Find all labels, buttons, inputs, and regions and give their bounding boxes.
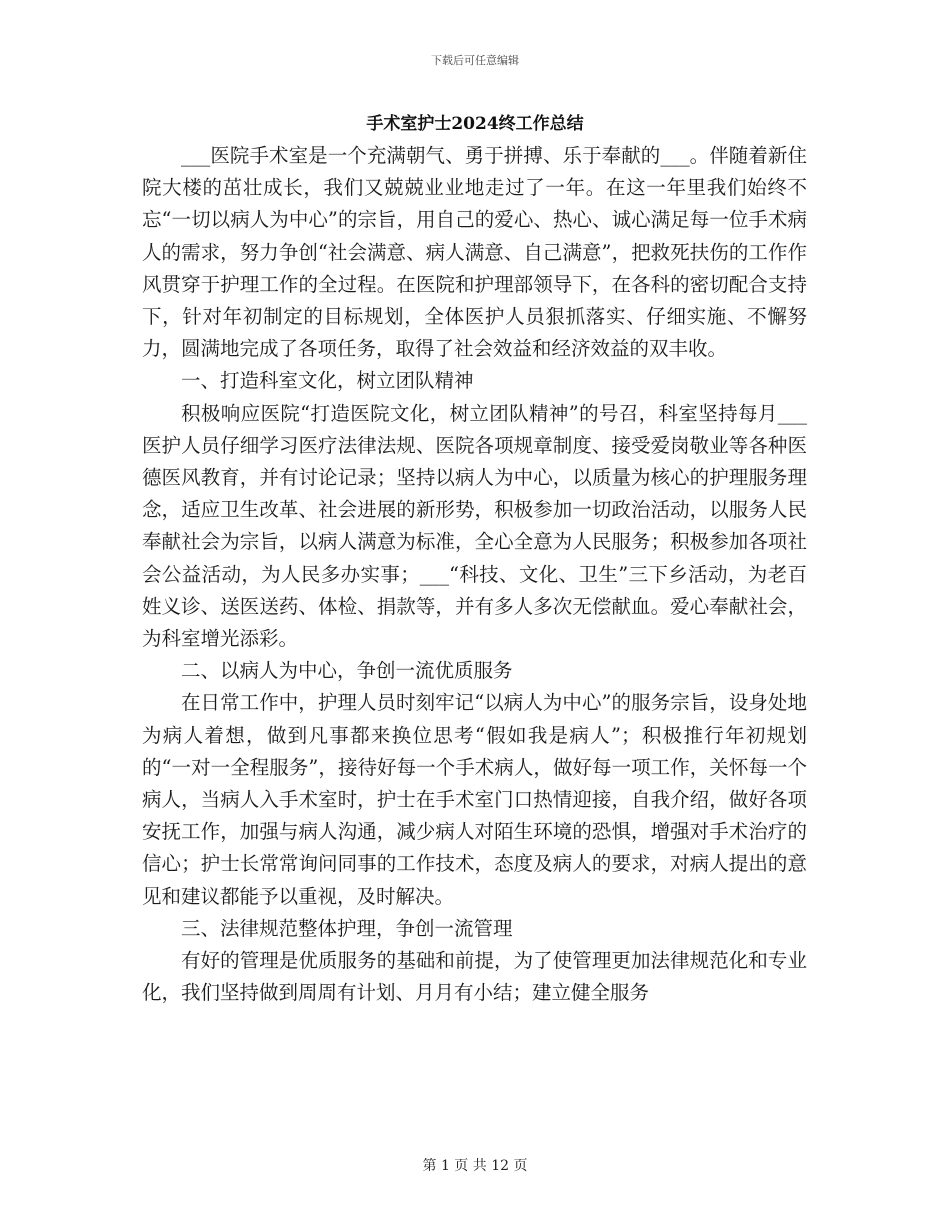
- section-heading-culture: 一、打造科室文化，树立团队精神: [181, 369, 474, 393]
- management-paragraph: 有好的管理是优质服务的基础和前提，为了使管理更加法律规范化和专业化，我们坚持做到周周有计划、月月有小结；建立健全服务: [142, 949, 807, 1005]
- document-title: 手术室护士2024终工作总结: [366, 114, 584, 134]
- culture-paragraph: 积极响应医院“打造医院文化，树立团队精神”的号召，科室坚持每月___医护人员仔细学习医疗法律法规、医院各项规章制度、接受爱岗敬业等各种医德医风教育，并有讨论记录；坚持以病人为中心，以质量为核心的护理服务理念，适应卫生改革、社会进展的新形势，积极参加一切政治活动，以服务人民奉献社会为宗旨，以病人满意为标准，全心全意为人民服务；积极参加各项社会公益活动，为人民多办实事；___“科技、文化、卫生”三下乡活动，为老百姓义诊、送医送药、体检、捐款等，并有多人多次无偿献血。爱心奉献社会，为科室增光添彩。: [142, 401, 807, 651]
- document-body: [142, 140, 807, 1009]
- page-number-footer: 第 1 页 共 12 页: [422, 1158, 528, 1174]
- intro-paragraph: ___医院手术室是一个充满朝气、勇于拼搏、乐于奉献的___。伴随着新住院大楼的茁壮成长，我们又兢兢业业地走过了一年。在这一年里我们始终不忘“一切以病人为中心”的宗旨，用自己的爱心、热心、诚心满足每一位手术病人的需求，努力争创“社会满意、病人满意、自己满意”，把救死扶伤的工作作风贯穿于护理工作的全过程。在医院和护理部领导下，在各科的密切配合支持下，针对年初制定的目标规划，全体医护人员狠抓落实、仔细实施、不懈努力，圆满地完成了各项任务，取得了社会效益和经济效益的双丰收。: [142, 144, 807, 361]
- page-header-note: 下载后可任意编辑: [431, 54, 519, 67]
- section-heading-service: 二、以病人为中心，争创一流优质服务: [181, 659, 513, 683]
- section-heading-management: 三、法律规范整体护理，争创一流管理: [181, 916, 513, 940]
- service-paragraph: 在日常工作中，护理人员时刻牢记“以病人为中心”的服务宗旨，设身处地为病人着想，做到凡事都来换位思考“假如我是病人”；积极推行年初规划的“一对一全程服务”，接待好每一个手术病人，做好每一项工作，关怀每一个病人，当病人入手术室时，护士在手术室门口热情迎接，自我介绍，做好各项安抚工作，加强与病人沟通，减少病人对陌生环境的恐惧，增强对手术治疗的信心；护士长常常询问同事的工作技术，态度及病人的要求，对病人提出的意见和建议都能予以重视，及时解决。: [142, 691, 807, 908]
